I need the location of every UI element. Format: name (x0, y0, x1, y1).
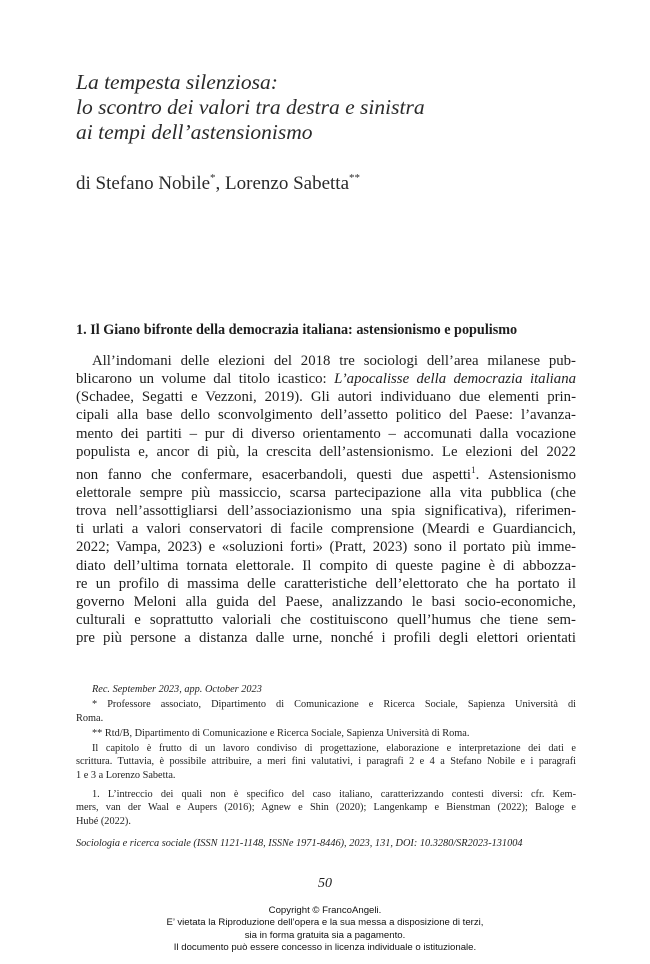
copyright-line: Il documento può essere concesso in licenza individuale o istituzionale. (173, 941, 477, 953)
footnotes (76, 683, 576, 850)
received-note (76, 683, 576, 696)
body-line: All’indomani delle elezioni del 2018 tre sociologi dell’area milanese pub- (92, 353, 576, 369)
copyright-line: sia in forma gratuita sia a pagamento. (244, 929, 406, 941)
body-line: culturali e soprattutto valoriali che costituiscono quell’humus che tiene sem- (76, 612, 576, 629)
footnote-line: 1 e 3 a Lorenzo Sabetta. (76, 769, 176, 781)
title-line: lo scontro dei valori tra destra e sinistra (76, 95, 425, 119)
author-name: , Lorenzo Sabetta (215, 173, 350, 194)
footnote-line: mers, van der Waal e Aupers (2016); Agnew e Shin (2020); Langenkamp e Bienstman (2022); Baloge e (76, 802, 576, 814)
copyright-line: Copyright © FrancoAngeli. (268, 905, 382, 916)
body-line: ti urlati a valori conservatori di facile comprensione (Meardi e Guardiancich, (76, 521, 576, 538)
footnote-line: Roma. (76, 712, 104, 724)
book-title: L’apocalisse della democrazia italiana (334, 371, 576, 388)
body-text-run: blicarono un volume dal titolo icastico: (76, 371, 335, 388)
footnote-ref: 1 (471, 464, 476, 475)
copyright-line: E’ vietata la Riproduzione dell’opera e la sua messa a disposizione di terzi, (166, 917, 484, 929)
body-line: pre più persone a distanza dalle urne, nonché i profili degli elettori orientati (76, 630, 576, 647)
body-line (76, 370, 576, 388)
title-line: ai tempi dell’astensionismo (76, 120, 313, 144)
body-line: cipali alla base dello sconvolgimento dell’assetto politico del Paese: l’avanza- (76, 407, 576, 424)
footnote-1 (76, 788, 576, 828)
body-line: elettorale sempre più massiccio, scarsa partecipazione alla vita pubblica (che (76, 485, 576, 502)
page-number: 50 (318, 876, 332, 891)
footnote-line: 1. L’intreccio dei quali non è specifico del caso italiano, caratterizzando contesti diversi: cfr. Kem- (92, 789, 576, 801)
body-line: populista e, ancor di più, la crescita dell’astensionismo. Le elezioni del 2022 (76, 443, 576, 460)
body-text-run: non fanno che confermare, esacerbandoli, questi due aspetti (76, 466, 472, 483)
footnote-line: * Professore associato, Dipartimento di Comunicazione e Ricerca Sociale, Sapienza Università di (92, 699, 576, 711)
footnote-mark: ** (349, 172, 361, 184)
body-line (76, 461, 576, 484)
section-heading: 1. Il Giano bifronte della democrazia italiana: astensionismo e populismo (76, 322, 518, 338)
footnote-line: Il capitolo è frutto di un lavoro condiviso di progettazione, elaborazione e interpretazione dei dati e (92, 743, 576, 755)
footnote-line: Hubé (2022). (76, 815, 131, 827)
body-line: diato dell’ultima tornata elettorale. Il compito di queste pagine è di abbozza- (76, 557, 576, 574)
footnote-attribution (76, 742, 576, 782)
footnote-mark: * (210, 172, 216, 184)
authors-line (76, 172, 360, 196)
author-name: di Stefano Nobile (76, 173, 211, 194)
body-line: mento dei partiti – pur di diverso orientamento – accomunati dalla vocazione (76, 425, 576, 442)
article-title (76, 70, 596, 145)
footnote-line: scrittura. Tuttavia, è possibile attribuire, a meri fini valutativi, i paragrafi 2 e 4 a Stefano Nobile e i paragrafi (76, 756, 576, 768)
body-paragraph (76, 352, 576, 647)
body-line: (Schadee, Segatti e Vezzoni, 2019). Gli autori individuano due elementi prin- (76, 389, 576, 406)
body-line: 2022; Vampa, 2023) e «soluzioni forti» (Pratt, 2023) sono il portato più imme- (76, 539, 576, 556)
title-line: La tempesta silenziosa: (76, 70, 278, 94)
copyright-notice (0, 905, 650, 954)
received-line: Rec. September 2023, app. October 2023 (92, 684, 262, 695)
body-line: re un profilo di massima delle caratteristiche dell’elettorato che ha portato il (76, 575, 576, 592)
citation-line: Sociologia e ricerca sociale (ISSN 1121-1148, ISSNe 1971-8446), 2023, 131, DOI: 10.3280/SR2023-131004 (76, 837, 523, 849)
body-line: trova nell’assottigliarsi dell’associazionismo una spia significativa), riferimen- (76, 503, 576, 520)
footnote-affiliation-1 (76, 698, 576, 725)
body-text-run: . Astensionismo (475, 466, 577, 483)
journal-citation (76, 837, 576, 850)
footnote-affiliation-2 (76, 727, 576, 740)
body-line: governo Meloni alla guida del Paese, analizzando le basi socio-economiche, (76, 593, 576, 610)
footnote-line: ** Rtd/B, Dipartimento di Comunicazione e Ricerca Sociale, Sapienza Università di Roma. (92, 727, 470, 739)
